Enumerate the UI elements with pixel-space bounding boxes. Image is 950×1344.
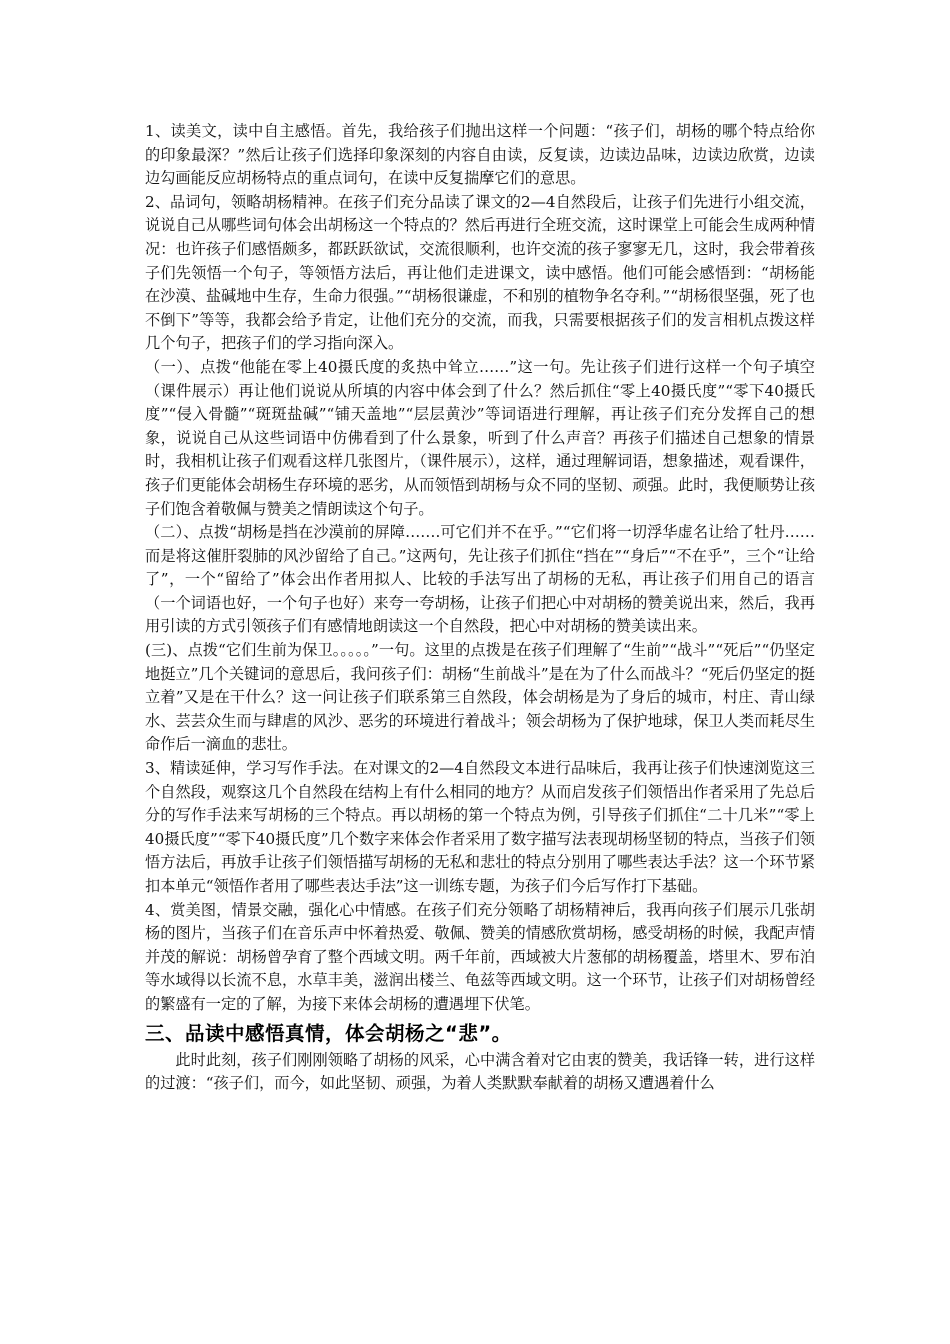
paragraph-transition: 此时此刻，孩子们刚刚领略了胡杨的风采，心中满含着对它由衷的赞美，我话锋一转，进行这样的过渡：“孩子们，而今，如此坚韧、顽强，为着人类默默奉献着的胡杨又遭遇着什么 [145, 1050, 815, 1093]
paragraph-writing-technique: 3、精读延伸，学习写作手法。在对课文的2—4自然段文本进行品味后，我再让孩子们快速浏览这三个自然段，观察这几个自然段在结构上有什么相同的地方？从而启发孩子们领悟出作者采用了先总后分的写作手法来写胡杨的三个特点。再以胡杨的第一个特点为例，引导孩子们抓住“二十几米”“零上40摄氏度”“零下40摄氏度”几个数字来体会作者采用了数字描写法表现胡杨坚韧的特点，当孩子们领悟方法后，再放手让孩子们领悟描写胡杨的无私和悲壮的特点分别用了哪些表达手法？这一个环节紧扣本单元“领悟作者用了哪些表达手法”这一训练专题，为孩子们今后写作打下基础。 [145, 759, 815, 895]
paragraph-guide-sentence-three: (三)、点拨“它们生前为保卫。。。。。”一句。这里的点拨是在孩子们理解了“生前”“战斗”“死后”“仍坚定地挺立”几个关键词的意思后，我问孩子们：胡杨“生前战斗”是在为了什么而战斗？“死后仍坚定的挺立着”又是在干什么？这一问让孩子们联系第三自然段，体会胡杨是为了身后的城市，村庄、青山绿水、芸芸众生而与肆虐的风沙、恶劣的环境进行着战斗；领会胡杨为了保护地球，保卫人类而耗尽生命作后一滴血的悲壮。 [145, 641, 815, 754]
paragraph-savor-words: 2、品词句，领略胡杨精神。在孩子们充分品读了课文的2—4自然段后，让孩子们先进行小组交流，说说自己从哪些词句体会出胡杨这一个特点的？然后再进行全班交流，这时课堂上可能会生成两种情况：也许孩子们感悟颇多，都跃跃欲试，交流很顺利，也许交流的孩子寥寥无几，这时，我会带着孩子们先领悟一个句子，等领悟方法后，再让他们走进课文，读中感悟。他们可能会感悟到：“胡杨能在沙漠、盐碱地中生存，生命力很强。”“胡杨很谦虚，不和别的植物争名夺利。”“胡杨很坚强，死了也不倒下”等等，我都会给予肯定，让他们充分的交流，而我，只需要根据孩子们的发言相机点拨这样几个句子，把孩子们的学习指向深入。 [145, 192, 815, 353]
paragraph-guide-sentence-two: （二）、点拨“胡杨是挡在沙漠前的屏障…….可它们并不在乎。”“它们将一切浮华虚名让给了牡丹……而是将这催肝裂肺的风沙留给了自己。”这两句，先让孩子们抓住“挡在”“身后”“不在乎”，三个“让给了”，一个“留给了”体会出作者用拟人、比较的手法写出了胡杨的无私，再让孩子们用自己的语言（一个词语也好，一个句子也好）来夸一夸胡杨，让孩子们把心中对胡杨的赞美说出来，然后，我再用引读的方式引领孩子们有感情地朗读这一个自然段，把心中对胡杨的赞美读出来。 [145, 523, 815, 636]
document-page [145, 120, 815, 1096]
paragraph-guide-sentence-one: （一）、点拨“他能在零上40摄氏度的炙热中耸立……”这一句。先让孩子们进行这样一个句子填空（课件展示）再让他们说说从所填的内容中体会到了什么？然后抓住“零上40摄氏度”“零下40摄氏度”“侵入骨髓”“斑斑盐碱”“铺天盖地”“层层黄沙”等词语进行理解，再让孩子们充分发挥自己的想象，说说自己从这些词语中仿佛看到了什么景象，听到了什么声音？再孩子们描述自己想象的情景时，我相机让孩子们观看这样几张图片，（课件展示），这样，通过理解词语，想象描述，观看课件，孩子们更能体会胡杨生存环境的恶劣，从而领悟到胡杨与众不同的坚韧、顽强。此时，我便顺势让孩子们饱含着敬佩与赞美之情朗读这个句子。 [145, 357, 815, 518]
paragraph-appreciate-pictures: 4、赏美图，情景交融，强化心中情感。在孩子们充分领略了胡杨精神后，我再向孩子们展示几张胡杨的图片，当孩子们在音乐声中怀着热爱、敬佩、赞美的情感欣赏胡杨，感受胡杨的时候，我配声情并茂的解说：胡杨曾孕育了整个西域文明。两千年前，西域被大片葱郁的胡杨覆盖，塔里木、罗布泊等水域得以长流不息，水草丰美，滋润出楼兰、龟兹等西域文明。这一个环节，让孩子们对胡杨曾经的繁盛有一定的了解，为接下来体会胡杨的遭遇埋下伏笔。 [145, 900, 815, 1013]
section-heading: 三、品读中感悟真情，体会胡杨之“悲”。 [145, 1021, 512, 1045]
paragraph-read-beautiful-text: 1、读美文，读中自主感悟。首先，我给孩子们抛出这样一个问题：“孩子们，胡杨的哪个特点给你的印象最深？”然后让孩子们选择印象深刻的内容自由读，反复读，边读边品味，边读边欣赏，边读边勾画能反应胡杨特点的重点词句，在读中反复揣摩它们的意思。 [145, 122, 815, 188]
